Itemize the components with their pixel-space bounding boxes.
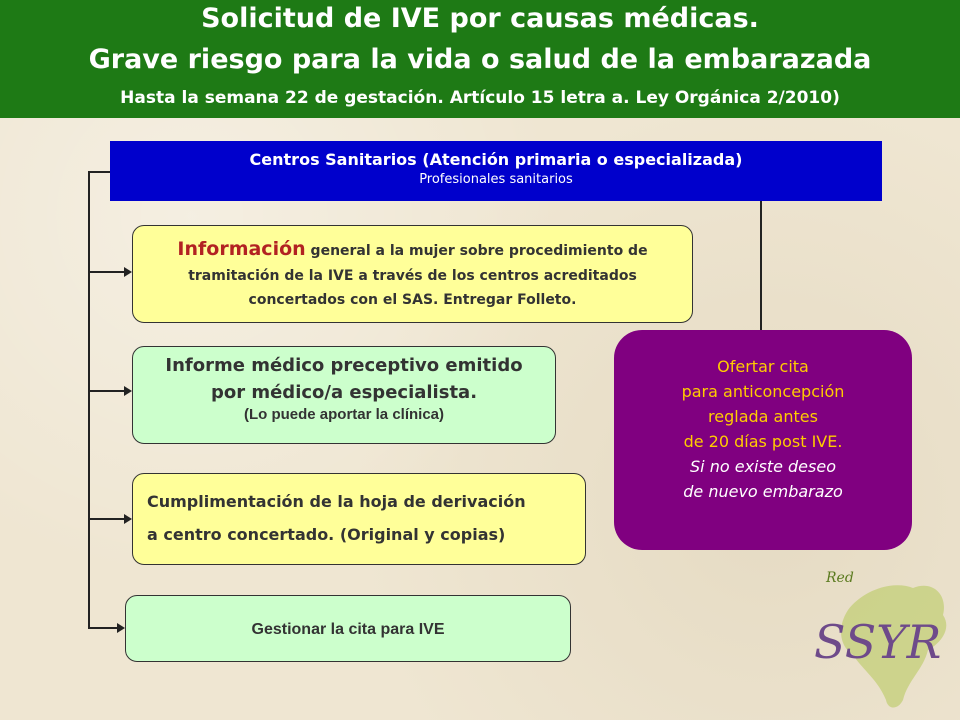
informe-line1: Informe médico preceptivo emitido — [165, 355, 523, 376]
red-ssyr-logo — [808, 560, 958, 720]
informe-medico-box — [132, 346, 556, 444]
ofertar-line2: para anticoncepción — [681, 382, 845, 401]
informacion-line1-rest: general a la mujer sobre procedimiento de — [305, 243, 648, 259]
ofertar-line4: de 20 días post IVE. — [683, 432, 843, 451]
header-banner — [0, 0, 960, 118]
cumplimentacion-line1: Cumplimentación de la hoja de derivación — [147, 492, 526, 511]
ofertar-line6: de nuevo embarazo — [683, 482, 843, 501]
informacion-line3: concertados con el SAS. Entregar Folleto. — [248, 292, 577, 308]
centros-subtitle: Profesionales sanitarios — [419, 172, 573, 187]
informacion-lead: Información — [177, 238, 306, 260]
informacion-box — [132, 225, 693, 323]
ofertar-line1: Ofertar cita — [717, 357, 809, 376]
informacion-line2: tramitación de la IVE a través de los centros acreditados — [188, 268, 637, 284]
centros-sanitarios-box — [110, 141, 882, 201]
connector-left-vertical — [88, 171, 90, 629]
gestionar-cita-box — [125, 595, 571, 662]
page-subtitle: Hasta la semana 22 de gestación. Artículo 15 letra a. Ley Orgánica 2/2010) — [120, 88, 840, 108]
logo-letters: SSYR — [814, 615, 942, 669]
arrow-to-cumplimentacion — [124, 514, 132, 524]
arrow-to-informe — [124, 386, 132, 396]
page-title-line2: Grave riesgo para la vida o salud de la embarazada — [88, 44, 872, 75]
connector-left-top — [88, 171, 110, 173]
ofertar-cita-box — [614, 330, 912, 550]
connector-to-informe — [88, 390, 124, 392]
cumplimentacion-line2: a centro concertado. (Original y copias) — [147, 525, 506, 544]
cumplimentacion-box — [132, 473, 586, 565]
connector-to-informacion — [88, 271, 124, 273]
connector-to-ofertar — [760, 201, 762, 330]
arrow-to-informacion — [124, 267, 132, 277]
informe-line2: por médico/a especialista. — [210, 382, 478, 403]
arrow-to-gestionar — [117, 623, 125, 633]
informe-line3: (Lo puede aportar la clínica) — [243, 406, 445, 423]
gestionar-label: Gestionar la cita para IVE — [251, 621, 445, 638]
page-title-line1: Solicitud de IVE por causas médicas. — [201, 3, 759, 34]
centros-title: Centros Sanitarios (Atención primaria o especializada) — [249, 150, 743, 169]
connector-to-gestionar — [88, 627, 117, 629]
ofertar-line3: reglada antes — [708, 407, 818, 426]
logo-red-text: Red — [826, 570, 854, 586]
connector-to-cumplimentacion — [88, 518, 124, 520]
ofertar-line5: Si no existe deseo — [690, 457, 836, 476]
